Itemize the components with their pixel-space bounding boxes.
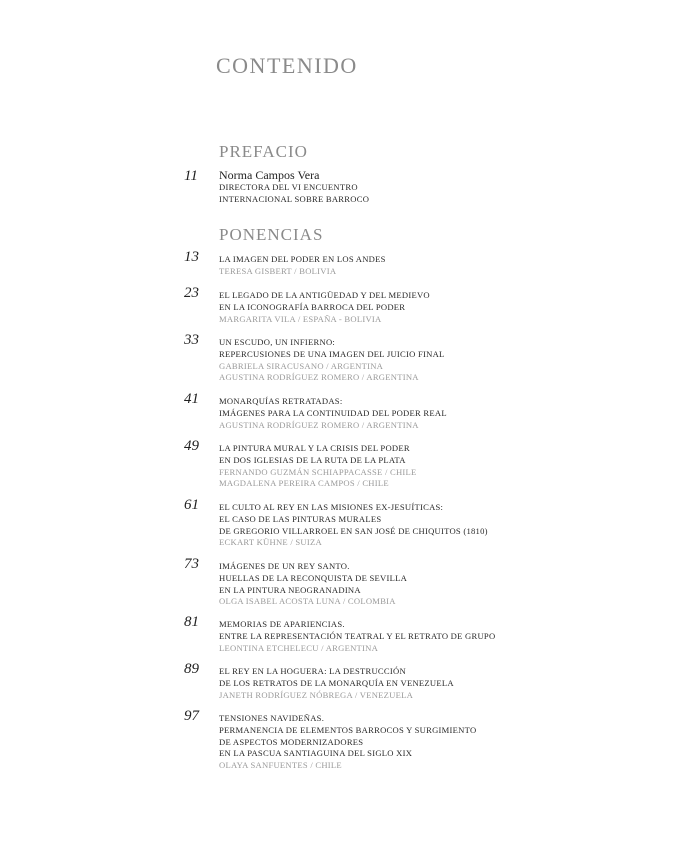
toc-entry-body xyxy=(219,290,430,325)
entry-author-line: ECKART KÜHNE / SUIZA xyxy=(219,537,322,548)
page-number: 61 xyxy=(184,497,199,513)
entry-title-line: UN ESCUDO, UN INFIERNO: xyxy=(219,337,336,347)
entry-author-line: OLAYA SANFUENTES / CHILE xyxy=(219,760,342,771)
entry-title-line: EN LA ICONOGRAFÍA BARROCA DEL PODER xyxy=(219,301,406,312)
prefacio-line: DIRECTORA DEL VI ENCUENTRO xyxy=(219,182,358,192)
toc-entry-body xyxy=(219,502,488,549)
section-heading-ponencias: PONENCIAS xyxy=(219,225,324,244)
entry-title-line: LA PINTURA MURAL Y LA CRISIS DEL PODER xyxy=(219,443,410,453)
entry-title-line: ENTRE LA REPRESENTACIÓN TEATRAL Y EL RETRATO DE GRUPO xyxy=(219,630,496,641)
toc-entry-body xyxy=(219,713,476,772)
page-number: 97 xyxy=(184,708,199,724)
page-number: 49 xyxy=(184,438,199,454)
entry-author-line: LEONTINA ETCHELECU / ARGENTINA xyxy=(219,642,379,653)
entry-title-line: MONARQUÍAS RETRATADAS: xyxy=(219,396,343,406)
page-number: 33 xyxy=(184,332,199,348)
entry-title-line: EL CULTO AL REY EN LAS MISIONES EX-JESUÍTICAS: xyxy=(219,502,444,512)
entry-title-line: LA IMAGEN DEL PODER EN LOS ANDES xyxy=(219,254,386,264)
entry-title-line: HUELLAS DE LA RECONQUISTA DE SEVILLA xyxy=(219,572,408,583)
entry-title-line: EN DOS IGLESIAS DE LA RUTA DE LA PLATA xyxy=(219,454,406,465)
entry-title-line: DE LOS RETRATOS DE LA MONARQUÍA EN VENEZUELA xyxy=(219,677,454,688)
entry-author-line: JANETH RODRÍGUEZ NÓBREGA / VENEZUELA xyxy=(219,689,414,700)
page-number: 13 xyxy=(184,249,199,265)
entry-title-line: PERMANENCIA DE ELEMENTOS BARROCOS Y SURGIMIENTO xyxy=(219,724,477,735)
entry-author-line: MARGARITA VILA / ESPAÑA - BOLIVIA xyxy=(219,313,382,324)
entry-title-line: REPERCUSIONES DE UNA IMAGEN DEL JUICIO FINAL xyxy=(219,348,445,359)
toc-entry-body xyxy=(219,561,407,608)
page-number: 89 xyxy=(184,661,199,677)
entry-title-line: IMÁGENES PARA LA CONTINUIDAD DEL PODER REAL xyxy=(219,407,447,418)
page-number: 81 xyxy=(184,614,199,630)
toc-entry-body xyxy=(219,619,495,654)
page-number: 11 xyxy=(184,168,198,184)
entry-author-line: TERESA GISBERT / BOLIVIA xyxy=(219,265,337,276)
entry-title-line: EN LA PASCUA SANTIAGUINA DEL SIGLO XIX xyxy=(219,748,413,759)
page-title: CONTENIDO xyxy=(216,53,358,78)
entry-title-line: EL LEGADO DE LA ANTIGÜEDAD Y DEL MEDIEVO xyxy=(219,290,430,300)
page-number: 23 xyxy=(184,285,199,301)
entry-author-line: FERNANDO GUZMÁN SCHIAPPACASSE / CHILE xyxy=(219,466,417,477)
entry-author-line: AGUSTINA RODRÍGUEZ ROMERO / ARGENTINA xyxy=(219,372,419,383)
prefacio-author: Norma Campos Vera xyxy=(219,168,320,182)
entry-author-line: GABRIELA SIRACUSANO / ARGENTINA xyxy=(219,360,384,371)
page-number: 41 xyxy=(184,391,199,407)
entry-title-line: DE GREGORIO VILLARROEL EN SAN JOSÉ DE CHIQUITOS (1810) xyxy=(219,525,488,536)
toc-entry-body xyxy=(219,337,445,384)
entry-author-line: MAGDALENA PEREIRA CAMPOS / CHILE xyxy=(219,478,389,489)
section-heading-prefacio: PREFACIO xyxy=(219,142,308,161)
entry-title-line: MEMORIAS DE APARIENCIAS. xyxy=(219,619,345,629)
toc-entry-body xyxy=(219,443,417,490)
entry-title-line: EL CASO DE LAS PINTURAS MURALES xyxy=(219,513,382,524)
entry-title-line: TENSIONES NAVIDEÑAS. xyxy=(219,713,325,723)
prefacio-line: INTERNACIONAL SOBRE BARROCO xyxy=(219,193,370,204)
entry-title-line: IMÁGENES DE UN REY SANTO. xyxy=(219,561,350,571)
entry-title-line: DE ASPECTOS MODERNIZADORES xyxy=(219,736,364,747)
entry-author-line: OLGA ISABEL ACOSTA LUNA / COLOMBIA xyxy=(219,596,396,607)
page-number: 73 xyxy=(184,556,199,572)
entry-title-line: EL REY EN LA HOGUERA: LA DESTRUCCIÓN xyxy=(219,666,406,676)
entry-title-line: EN LA PINTURA NEOGRANADINA xyxy=(219,584,361,595)
toc-entry-body xyxy=(219,254,386,278)
toc-entry-body xyxy=(219,396,447,431)
toc-entry-body xyxy=(219,666,454,701)
entry-author-line: AGUSTINA RODRÍGUEZ ROMERO / ARGENTINA xyxy=(219,419,419,430)
